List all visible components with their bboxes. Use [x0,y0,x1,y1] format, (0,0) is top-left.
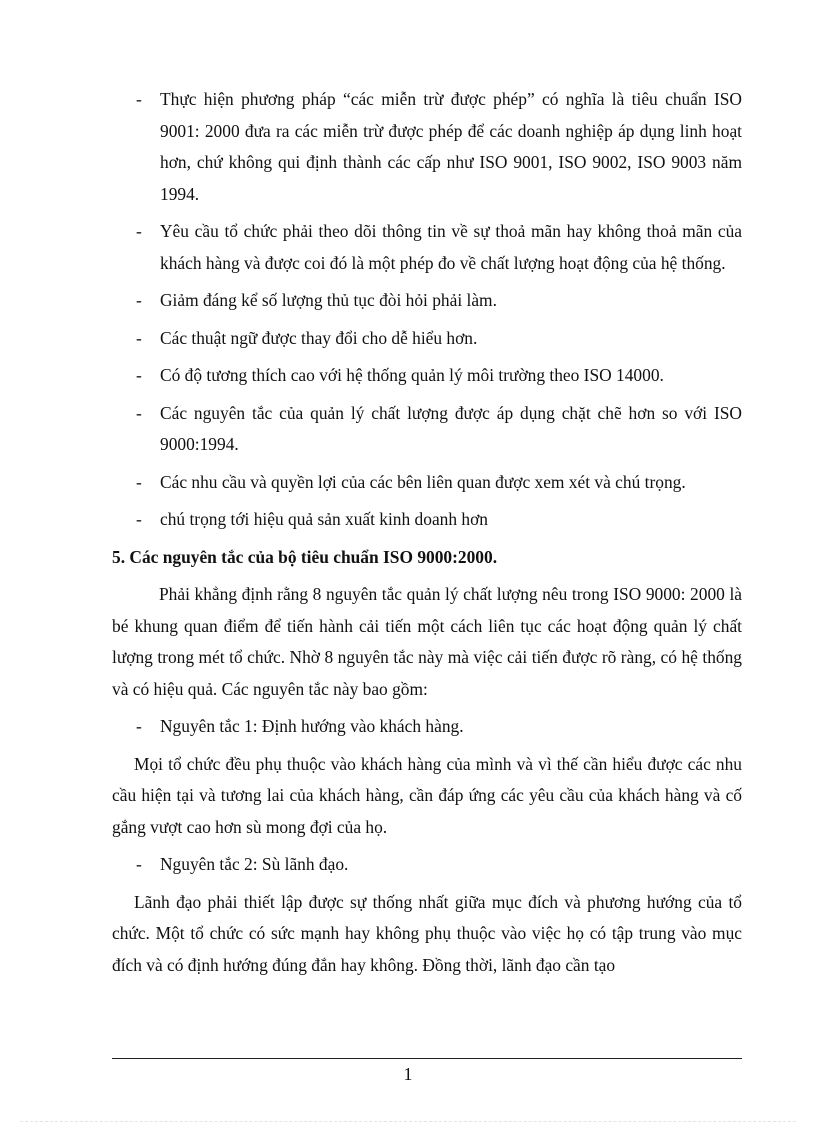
footer-divider [112,1058,742,1059]
page-number: 1 [403,1064,413,1084]
bullet-item [112,285,742,317]
bullet-text: Có độ tương thích cao với hệ thống quản lý môi trường theo ISO 14000. [160,365,664,385]
bullet-text: Yêu cầu tổ chức phải theo dõi thông tin về sự thoả mãn hay không thoả mãn của khách hàng và được coi đó là một phép đo về chất lượng hoạt động của hệ thống. [160,221,742,273]
bullet-item [112,467,742,499]
bullet-item [112,216,742,279]
principle-2-title [112,849,742,881]
bullet-text: Nguyên tắc 2: Sù lãnh đạo. [160,854,349,874]
bullet-dash: - [136,89,142,109]
page-content [112,84,742,987]
page-bottom-edge [20,1121,796,1122]
bullet-dash: - [136,716,142,736]
bullet-item [112,84,742,210]
bullet-dash: - [136,471,142,492]
principle-1-text: Mọi tổ chức đều phụ thuộc vào khách hàng của mình và vì thế cần hiểu được các nhu cầu hiện tại và tương lai của khách hàng, cần đáp ứng các yêu cầu của khách hàng và cố gắng vượt cao hơn sù mong đợi của họ. [112,753,742,837]
bullet-text: Các nguyên tắc của quản lý chất lượng được áp dụng chặt chẽ hơn so với ISO 9000:1994. [160,402,742,454]
bullet-dash: - [136,509,142,529]
bullet-dash: - [136,402,142,423]
bullet-text: Các thuật ngữ được thay đổi cho dễ hiểu hơn. [160,327,478,348]
bullet-item [112,360,742,392]
bullet-dash: - [136,854,142,874]
bullet-item [112,323,742,355]
bullet-dash: - [136,221,142,241]
bullet-text: Thực hiện phương pháp “các miễn trừ được phép” có nghĩa là tiêu chuẩn ISO 9001: 2000 đưa ra các miễn trừ được phép để các doanh nghiệp áp dụng linh hoạt hơn, chứ không qui định thành các cấp như ISO 9001, ISO 9002, ISO 9003 năm 1994. [160,89,742,204]
bullet-dash: - [136,327,142,348]
principle-1-title [112,711,742,743]
bullet-text: Các nhu cầu và quyền lợi của các bên liên quan được xem xét và chú trọng. [160,471,686,492]
bullet-dash: - [136,365,142,385]
bullet-item [112,504,742,536]
bullet-text: Nguyên tắc 1: Định hướng vào khách hàng. [160,716,464,736]
principle-2-text: Lãnh đạo phải thiết lập được sự thống nhất giữa mục đích và phương hướng của tổ chức. Một tổ chức có sức mạnh hay không phụ thuộc vào việc họ có tập trung vào mục đích và có định hướng đúng đắn hay không. Đồng thời, lãnh đạo cần tạo [112,891,742,975]
bullet-dash: - [136,290,142,310]
bullet-text: chú trọng tới hiệu quả sản xuất kinh doanh hơn [160,509,488,529]
section-heading: 5. Các nguyên tắc của bộ tiêu chuẩn ISO 9000:2000. [112,546,498,567]
bullet-text: Giảm đáng kể số lượng thủ tục đòi hỏi phải làm. [160,290,497,310]
bullet-item [112,398,742,461]
intro-paragraph: Phải khẳng định rằng 8 nguyên tắc quản lý chất lượng nêu trong ISO 9000: 2000 là bé khung quan điểm để tiến hành cải tiến một cách liên tục các hoạt động quản lý chất lượng trong mét tổ chức. Nhờ 8 nguyên tắc này mà việc cải tiến được rõ ràng, có hệ thống và có hiệu quả. Các nguyên tắc này bao gồm: [112,584,742,699]
